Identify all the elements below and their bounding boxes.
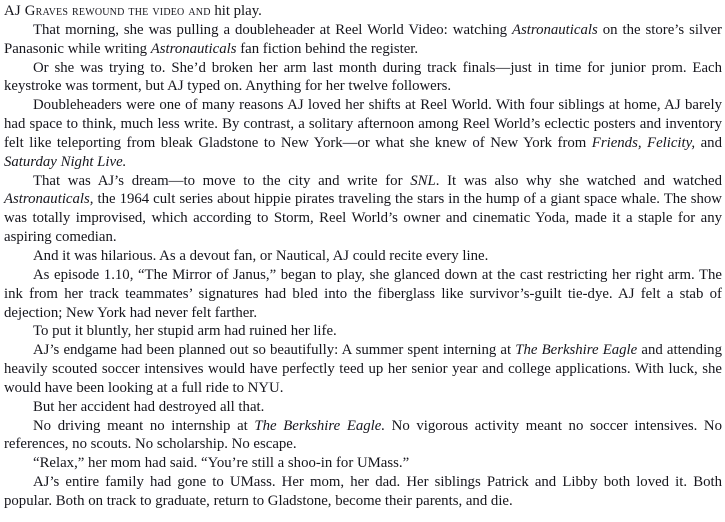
text-run: Saturday Night Live. — [4, 153, 127, 170]
text-run: To put it bluntly, her stupid arm had ruined her life. — [33, 323, 337, 340]
text-run: No vigorous activity meant no soccer intensives. No references, no scouts. No scholarship. No escape. — [4, 417, 722, 453]
paragraph — [4, 172, 722, 247]
paragraph — [4, 247, 722, 266]
paragraph — [4, 59, 722, 97]
text-run: The Berkshire Eagle — [515, 342, 638, 359]
text-run: the 1964 cult series about hippie pirates traveling the stars in the hump of a giant space whale. The show was totally improvised, which according to Storm, Reel World’s owner and cinematic Yoda, made it a staple for any aspiring comedian. — [4, 191, 722, 246]
paragraph — [4, 2, 722, 21]
text-run: and attending heavily scouted soccer intensives would have perfectly teed up her senior year and college applications. With luck, she would have been looking at a full ride to NYU. — [4, 342, 722, 396]
paragraph — [4, 96, 722, 171]
text-run: fan fiction behind the register. — [236, 40, 419, 57]
text-run: . It was also why she watched and watched — [435, 172, 723, 189]
text-run: That morning, she was pulling a doubleheader at Reel World Video: watching — [33, 21, 512, 38]
text-run: Doubleheaders were one of many reasons AJ loved her shifts at Reel World. With four siblings at home, AJ barely had space to think, much less write. By contrast, a solitary afternoon among Reel World’s eclectic posters and inventory felt like teleporting from bleak Gladstone to New York—or what she knew of New York from — [4, 97, 722, 151]
text-run: AJ’s entire family had gone to UMass. Her mom, her dad. Her siblings Patrick and Libby both loved it. Both popular. Both on track to graduate, return to Gladstone, become their parents, and die. — [4, 474, 722, 509]
text-run: hit play. — [210, 3, 262, 19]
paragraph — [4, 417, 722, 455]
text-run: Friends, Felicity, — [591, 134, 696, 151]
text-run: But her accident had destroyed all that. — [33, 398, 265, 415]
paragraph — [4, 473, 722, 511]
page-paragraphs — [4, 2, 722, 511]
text-run: AJ Graves rewound the video and — [4, 3, 211, 19]
text-run: SNL — [410, 172, 436, 189]
text-run: Astronauticals, — [4, 191, 94, 208]
text-run: No driving meant no internship at — [33, 417, 255, 434]
text-run: The Berkshire Eagle. — [254, 417, 386, 434]
text-run: Astronauticals — [511, 21, 598, 38]
text-run: Astronauticals — [150, 40, 237, 57]
paragraph — [4, 454, 722, 473]
text-run: and — [695, 134, 722, 151]
text-run: AJ’s endgame had been planned out so beautifully: A summer spent interning at — [33, 342, 516, 359]
paragraph — [4, 398, 722, 417]
text-run: on the store’s silver Panasonic while writing — [4, 21, 722, 57]
text-run: Or she was trying to. She’d broken her arm last month during track finals—just in time for junior prom. Each keystroke was torment, but AJ typed on. Anything for her twelve followers. — [4, 59, 722, 95]
paragraph — [4, 266, 722, 323]
text-run: That was AJ’s dream—to move to the city and write for — [33, 172, 411, 189]
paragraph — [4, 341, 722, 398]
text-run: “Relax,” her mom had said. “You’re still a shoo-in for UMass.” — [33, 455, 410, 472]
paragraph — [4, 322, 722, 341]
text-run: As episode 1.10, “The Mirror of Janus,” began to play, she glanced down at the cast restricting her right arm. The ink from her track teammates’ signatures had bled into the fiberglass like survivor’s-guilt tie-dye. AJ felt a stab of dejection; New York had never felt farther. — [4, 266, 722, 321]
text-run: And it was hilarious. As a devout fan, or Nautical, AJ could recite every line. — [33, 247, 489, 264]
paragraph — [4, 21, 722, 59]
